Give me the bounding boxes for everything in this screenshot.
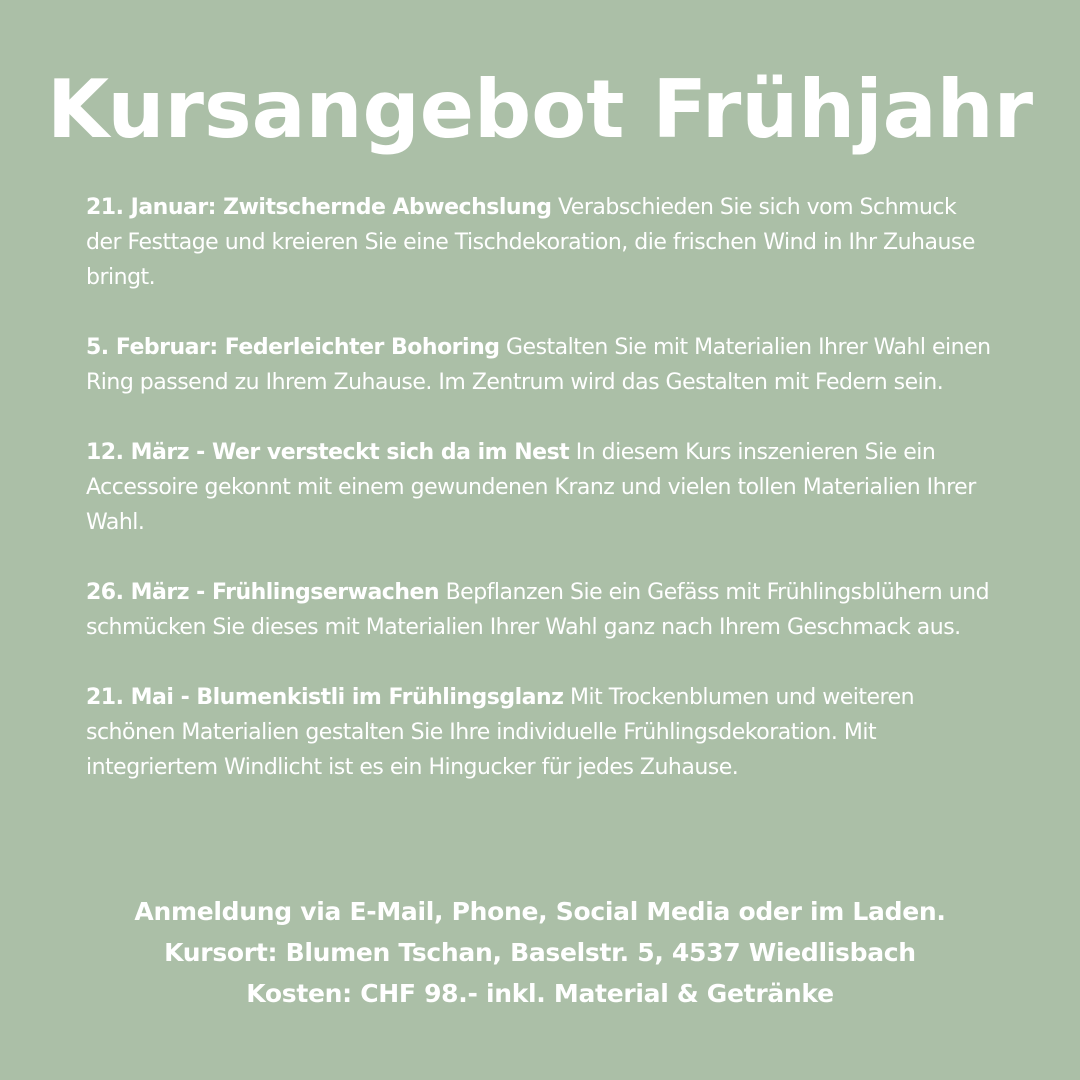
course-heading: 21. Januar: Zwitschernde Abwechslung [86,195,552,220]
course-item-februar [86,330,996,400]
course-description: Gestalten Sie mit Materialien Ihrer Wahl einen Ring passend zu Ihrem Zuhause. Im Zentrum wird das Gestalten mit Federn sein. [86,335,991,395]
course-heading: 26. März - Frühlingserwachen [86,580,440,605]
course-description: Bepflanzen Sie ein Gefäss mit Frühlingsblühern und schmücken Sie dieses mit Materialien Ihrer Wahl ganz nach Ihrem Geschmack aus. [86,580,990,640]
course-item-januar [86,190,996,295]
course-list [86,190,996,820]
course-item-mai [86,680,996,785]
footer-info [0,891,1080,1014]
course-description: Mit Trockenblumen und weiteren schönen Materialien gestalten Sie Ihre individuelle Frühlingsdekoration. Mit integriertem Windlicht ist es ein Hingucker für jedes Zuhause. [86,685,915,780]
course-heading: 12. März - Wer versteckt sich da im Nest [86,440,570,465]
course-description: Verabschieden Sie sich vom Schmuck der Festtage und kreieren Sie eine Tischdekoration, die frischen Wind in Ihr Zuhause bringt. [86,195,975,290]
course-description: In diesem Kurs inszenieren Sie ein Accessoire gekonnt mit einem gewundenen Kranz und vielen tollen Materialien Ihrer Wahl. [86,440,976,535]
course-heading: 21. Mai - Blumenkistli im Frühlingsglanz [86,685,564,710]
registration-info: Anmeldung via E-Mail, Phone, Social Media oder im Laden. [134,897,946,926]
course-item-maerz-26 [86,575,996,645]
cost-info: Kosten: CHF 98.- inkl. Material & Getränke [246,979,834,1008]
page-title: Kursangebot Frühjahr [46,63,1034,156]
course-item-maerz-12 [86,435,996,540]
course-heading: 5. Februar: Federleichter Bohoring [86,335,500,360]
location-info: Kursort: Blumen Tschan, Baselstr. 5, 4537 Wiedlisbach [164,938,916,967]
